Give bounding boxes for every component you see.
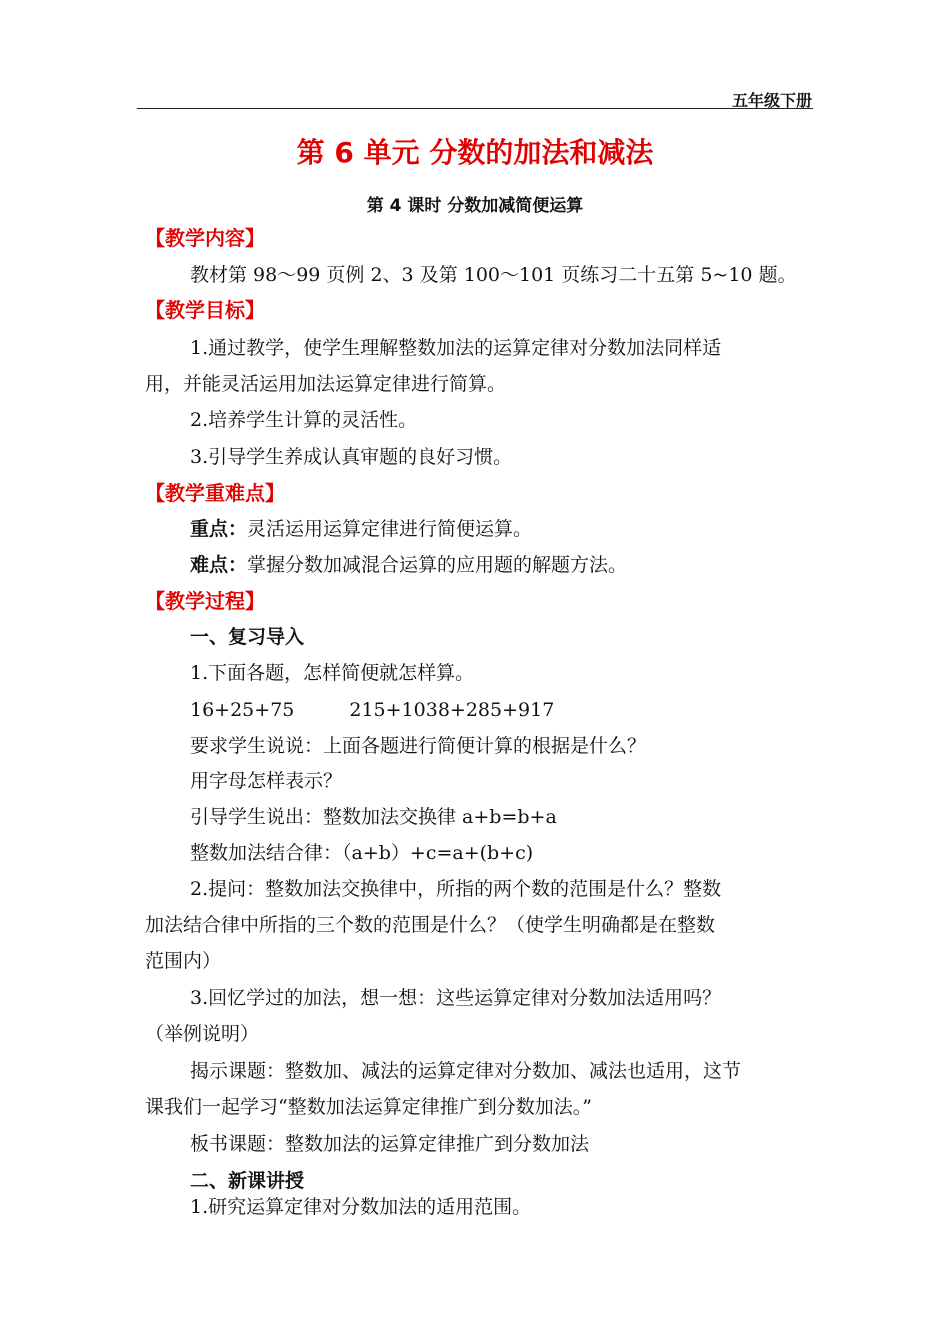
expr-1: 16+25+75: [190, 699, 295, 721]
process-p4: 引导学生说出：整数加法交换律 a+b=b+a: [190, 806, 557, 828]
process-p6b: 加法结合律中所指的三个数的范围是什么？（使学生明确都是在整数: [145, 914, 716, 936]
section-title-goals: 【教学目标】: [145, 298, 265, 322]
goal-2: 2.培养学生计算的灵活性。: [190, 409, 418, 431]
unit-title: 第 6 单元 分数的加法和减法: [296, 136, 654, 169]
header-rule: [137, 108, 813, 109]
part2-title: 二、新课讲授: [190, 1170, 305, 1192]
goal-1a: 1.通过教学，使学生理解整数加法的运算定律对分数加法同样适: [190, 337, 722, 359]
process-p9: 板书课题：整数加法的运算定律推广到分数加法: [190, 1133, 590, 1155]
key-point: [190, 517, 532, 541]
process-p7a: 3.回忆学过的加法，想一想：这些运算定律对分数加法适用吗？: [190, 987, 722, 1009]
key-label: 重点：: [190, 518, 248, 540]
key-text: 灵活运用运算定律进行简便运算。: [247, 518, 533, 540]
grade-label: 五年级下册: [731, 91, 812, 110]
part1-title: 一、复习导入: [190, 626, 305, 648]
section-title-process: 【教学过程】: [145, 589, 265, 613]
process-p6c: 范围内）: [145, 950, 222, 972]
process-p5: 整数加法结合律：（a+b）+c=a+(b+c): [190, 842, 534, 864]
process-p1: 1.下面各题，怎样简便就怎样算。: [190, 662, 475, 684]
hard-label: 难点：: [190, 554, 248, 576]
process-p8a: 揭示课题：整数加、减法的运算定律对分数加、减法也适用，这节: [190, 1060, 742, 1082]
process-p2: 要求学生说说：上面各题进行简便计算的根据是什么？: [190, 735, 647, 757]
expr-2: 215+1038+285+917: [349, 699, 555, 721]
process-p7b: （举例说明）: [145, 1023, 260, 1045]
process-p6a: 2.提问：整数加法交换律中，所指的两个数的范围是什么？整数: [190, 878, 722, 900]
lesson-title: 第 4 课时 分数加减简便运算: [366, 196, 584, 216]
expressions: [190, 698, 554, 722]
hard-text: 掌握分数加减混合运算的应用题的解题方法。: [247, 554, 628, 576]
goal-3: 3.引导学生养成认真审题的良好习惯。: [190, 446, 513, 468]
process-p10: 1.研究运算定律对分数加法的适用范围。: [190, 1196, 532, 1218]
process-p8b: 课我们一起学习“整数加法运算定律推广到分数加法。”: [145, 1096, 592, 1118]
hard-point: [190, 553, 627, 577]
process-p3: 用字母怎样表示？: [190, 770, 343, 792]
goal-1b: 用，并能灵活运用加法运算定律进行简算。: [145, 373, 507, 395]
section-title-content: 【教学内容】: [145, 226, 265, 250]
content-text: 教材第 98～99 页例 2、3 及第 100～101 页练习二十五第 5~10 题。: [190, 264, 797, 286]
section-title-key: 【教学重难点】: [145, 481, 285, 505]
